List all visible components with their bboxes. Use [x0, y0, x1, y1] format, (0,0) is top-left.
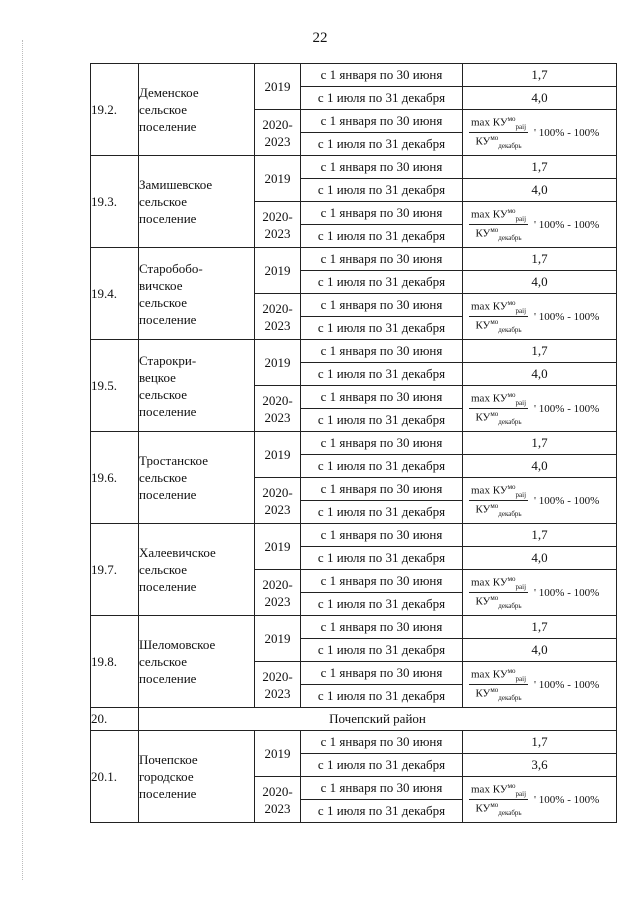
year-cell	[255, 777, 301, 823]
settlement-name-line: Деменское	[139, 85, 199, 100]
year-line: 2023	[264, 501, 291, 517]
period-cell: с 1 января по 30 июня	[301, 110, 463, 133]
formula-max: max	[471, 783, 490, 796]
period-cell: с 1 января по 30 июня	[301, 432, 463, 455]
formula-denominator	[473, 501, 523, 518]
formula-numerator	[469, 299, 528, 317]
table-row	[91, 524, 617, 547]
period-cell: с 1 января по 30 июня	[301, 294, 463, 317]
value-cell: 4,0	[463, 179, 617, 202]
period-cell: с 1 июля по 31 декабря	[301, 179, 463, 202]
formula-ku: КУ	[492, 576, 508, 589]
period-cell: с 1 июля по 31 декабря	[301, 455, 463, 478]
formula-sup: мо	[490, 134, 499, 142]
formula-ku: КУ	[492, 783, 508, 796]
year-cell	[255, 202, 301, 248]
formula-denominator	[473, 800, 523, 817]
year-line: 2020-	[262, 208, 293, 224]
table-row	[91, 156, 617, 179]
settlement-name	[139, 248, 255, 340]
formula-sup: мо	[490, 318, 499, 326]
formula-fraction	[469, 391, 528, 426]
year-cell	[255, 294, 301, 340]
tariff-table	[90, 63, 617, 823]
row-number: 20.1.	[91, 731, 139, 823]
settlement-name-line: Старобобо-	[139, 260, 203, 276]
year-cell: 2019	[255, 64, 301, 110]
formula-numerator	[469, 483, 528, 501]
period-cell: с 1 июля по 31 декабря	[301, 593, 463, 616]
formula-cell	[463, 294, 617, 340]
settlement-name-line: поселение	[139, 579, 197, 594]
settlement-name-line: поселение	[139, 487, 197, 502]
period-cell: с 1 января по 30 июня	[301, 777, 463, 800]
settlement-name-line: сельское	[139, 102, 187, 117]
year-cell: 2019	[255, 340, 301, 386]
formula-max: max	[471, 484, 490, 497]
value-cell: 4,0	[463, 271, 617, 294]
formula-numerator	[469, 782, 528, 800]
year-line: 2023	[264, 593, 291, 609]
row-number: 19.6.	[91, 432, 139, 524]
settlement-name-line: сельское	[139, 386, 187, 402]
year-cell	[255, 110, 301, 156]
period-cell: с 1 июля по 31 декабря	[301, 317, 463, 340]
year-cell	[255, 386, 301, 432]
year-line: 2020-	[262, 576, 293, 592]
value-cell: 4,0	[463, 639, 617, 662]
period-cell: с 1 января по 30 июня	[301, 570, 463, 593]
formula	[463, 667, 616, 702]
formula-cell	[463, 777, 617, 823]
period-cell: с 1 января по 30 июня	[301, 616, 463, 639]
formula-sub: раij	[515, 307, 527, 315]
year-line: 2020-	[262, 116, 293, 132]
period-cell: с 1 июля по 31 декабря	[301, 800, 463, 823]
formula-sub: раij	[515, 215, 527, 223]
period-cell: с 1 января по 30 июня	[301, 64, 463, 87]
formula-sup: мо	[490, 226, 499, 234]
settlement-name	[139, 156, 255, 248]
formula-ku: КУ	[475, 135, 491, 148]
year-cell: 2019	[255, 524, 301, 570]
formula-sub: декабрь	[498, 509, 522, 518]
settlement-name-line: городское	[139, 769, 194, 784]
value-cell: 4,0	[463, 87, 617, 110]
formula	[463, 483, 616, 518]
year-cell: 2019	[255, 156, 301, 202]
row-number: 20.	[91, 708, 139, 731]
formula-ku: КУ	[475, 503, 491, 516]
formula-sub: раij	[515, 790, 527, 798]
formula-sup: мо	[507, 299, 516, 308]
table-row	[91, 340, 617, 363]
value-cell: 1,7	[463, 156, 617, 179]
formula-max: max	[471, 116, 490, 129]
formula-fraction	[469, 299, 528, 334]
period-cell: с 1 января по 30 июня	[301, 156, 463, 179]
formula-sup: мо	[507, 782, 516, 791]
value-cell: 4,0	[463, 455, 617, 478]
value-cell: 1,7	[463, 64, 617, 87]
settlement-name-line: сельское	[139, 294, 187, 310]
year-cell	[255, 570, 301, 616]
table-row	[91, 708, 617, 731]
value-cell: 4,0	[463, 547, 617, 570]
value-cell: 4,0	[463, 363, 617, 386]
formula-ku: КУ	[492, 392, 508, 405]
settlement-name	[139, 524, 255, 616]
formula-sub: декабрь	[498, 325, 522, 334]
formula-sup: мо	[490, 502, 499, 510]
value-cell: 1,7	[463, 731, 617, 754]
year-line: 2023	[264, 225, 291, 241]
settlement-name-line: вичское	[139, 277, 183, 293]
row-number: 19.2.	[91, 64, 139, 156]
settlement-name	[139, 340, 255, 432]
settlement-name	[139, 616, 255, 708]
formula-ku: КУ	[475, 595, 491, 608]
formula-numerator	[469, 207, 528, 225]
year-line: 2020-	[262, 484, 293, 500]
formula-tail: ' 100% - 100%	[534, 218, 600, 231]
settlement-name	[139, 64, 255, 156]
formula-denominator	[473, 317, 523, 334]
value-cell: 1,7	[463, 248, 617, 271]
formula-sub: декабрь	[498, 601, 522, 610]
row-number: 19.3.	[91, 156, 139, 248]
settlement-name-line: сельское	[139, 654, 187, 669]
formula	[463, 391, 616, 426]
formula-denominator	[473, 409, 523, 426]
period-cell: с 1 января по 30 июня	[301, 662, 463, 685]
period-cell: с 1 июля по 31 декабря	[301, 271, 463, 294]
year-line: 2020-	[262, 392, 293, 408]
formula-tail: ' 100% - 100%	[534, 402, 600, 415]
formula-ku: КУ	[475, 411, 491, 424]
period-cell: с 1 июля по 31 декабря	[301, 409, 463, 432]
formula	[463, 575, 616, 610]
period-cell: с 1 июля по 31 декабря	[301, 133, 463, 156]
settlement-name-line: Почепское	[139, 752, 198, 767]
formula	[463, 115, 616, 150]
row-number: 19.5.	[91, 340, 139, 432]
year-cell: 2019	[255, 432, 301, 478]
year-cell	[255, 662, 301, 708]
formula-sup: мо	[490, 801, 499, 809]
period-cell: с 1 июля по 31 декабря	[301, 547, 463, 570]
year-line: 2023	[264, 409, 291, 425]
settlement-name-line: Шеломовское	[139, 637, 216, 652]
formula	[463, 299, 616, 334]
formula-fraction	[469, 575, 528, 610]
formula-cell	[463, 110, 617, 156]
formula-max: max	[471, 576, 490, 589]
year-cell: 2019	[255, 248, 301, 294]
formula-sub: декабрь	[498, 417, 522, 426]
period-cell: с 1 января по 30 июня	[301, 386, 463, 409]
formula-cell	[463, 386, 617, 432]
formula-numerator	[469, 115, 528, 133]
formula-cell	[463, 570, 617, 616]
value-cell: 3,6	[463, 754, 617, 777]
formula	[463, 207, 616, 242]
formula	[463, 782, 616, 817]
period-cell: с 1 июля по 31 декабря	[301, 754, 463, 777]
year-line: 2020-	[262, 300, 293, 316]
row-number: 19.7.	[91, 524, 139, 616]
settlement-name-line: Старокри-	[139, 352, 197, 368]
formula-tail: ' 100% - 100%	[534, 310, 600, 323]
formula-fraction	[469, 667, 528, 702]
year-line: 2023	[264, 800, 291, 816]
formula-max: max	[471, 208, 490, 221]
formula-max: max	[471, 392, 490, 405]
formula-sub: декабрь	[498, 233, 522, 242]
settlement-name-line: сельское	[139, 470, 187, 485]
formula-sup: мо	[507, 483, 516, 492]
formula-cell	[463, 662, 617, 708]
formula-max: max	[471, 300, 490, 313]
formula-ku: КУ	[492, 208, 508, 221]
formula-fraction	[469, 483, 528, 518]
formula-fraction	[469, 207, 528, 242]
formula-denominator	[473, 133, 523, 150]
year-line: 2023	[264, 133, 291, 149]
formula-sup: мо	[490, 594, 499, 602]
formula-max: max	[471, 668, 490, 681]
formula-fraction	[469, 782, 528, 817]
formula-sup: мо	[507, 667, 516, 676]
settlement-name-line: вецкое	[139, 369, 176, 385]
period-cell: с 1 января по 30 июня	[301, 202, 463, 225]
period-cell: с 1 июля по 31 декабря	[301, 501, 463, 524]
formula-sub: раij	[515, 123, 527, 131]
table-row	[91, 64, 617, 87]
table-row	[91, 432, 617, 455]
formula-tail: ' 100% - 100%	[534, 494, 600, 507]
formula-ku: КУ	[492, 668, 508, 681]
formula-sup: мо	[507, 207, 516, 216]
formula-sup: мо	[507, 575, 516, 584]
formula-sup: мо	[490, 686, 499, 694]
settlement-name	[139, 432, 255, 524]
period-cell: с 1 января по 30 июня	[301, 731, 463, 754]
formula-sub: раij	[515, 491, 527, 499]
formula-sup: мо	[507, 115, 516, 124]
year-line: 2020-	[262, 783, 293, 799]
formula-numerator	[469, 667, 528, 685]
table-row	[91, 731, 617, 754]
formula-sub: декабрь	[498, 693, 522, 702]
settlement-name	[139, 731, 255, 823]
row-number: 19.8.	[91, 616, 139, 708]
settlement-name-line: поселение	[139, 403, 197, 419]
period-cell: с 1 июля по 31 декабря	[301, 87, 463, 110]
value-cell: 1,7	[463, 432, 617, 455]
settlement-name-line: поселение	[139, 119, 197, 134]
formula-sub: декабрь	[498, 141, 522, 150]
value-cell: 1,7	[463, 340, 617, 363]
formula-ku: КУ	[492, 484, 508, 497]
settlement-name-line: поселение	[139, 786, 197, 801]
period-cell: с 1 июля по 31 декабря	[301, 225, 463, 248]
formula-cell	[463, 478, 617, 524]
settlement-name-line: сельское	[139, 562, 187, 577]
formula-cell	[463, 202, 617, 248]
formula-tail: ' 100% - 100%	[534, 793, 600, 806]
formula-tail: ' 100% - 100%	[534, 126, 600, 139]
formula-sup: мо	[507, 391, 516, 400]
settlement-name-line: поселение	[139, 311, 197, 327]
table-row	[91, 248, 617, 271]
table-row	[91, 616, 617, 639]
value-cell: 1,7	[463, 524, 617, 547]
formula-denominator	[473, 685, 523, 702]
formula-tail: ' 100% - 100%	[534, 586, 600, 599]
formula-ku: КУ	[492, 300, 508, 313]
settlement-name-line: сельское	[139, 194, 187, 209]
period-cell: с 1 января по 30 июня	[301, 478, 463, 501]
formula-ku: КУ	[475, 687, 491, 700]
value-cell: 1,7	[463, 616, 617, 639]
row-number: 19.4.	[91, 248, 139, 340]
settlement-name-line: Халеевичское	[139, 545, 216, 560]
settlement-name-line: поселение	[139, 211, 197, 226]
formula-sup: мо	[490, 410, 499, 418]
year-cell: 2019	[255, 616, 301, 662]
formula-numerator	[469, 575, 528, 593]
formula-denominator	[473, 225, 523, 242]
formula-ku: КУ	[492, 116, 508, 129]
year-cell: 2019	[255, 731, 301, 777]
formula-sub: раij	[515, 399, 527, 407]
formula-sub: раij	[515, 583, 527, 591]
settlement-name-line: поселение	[139, 671, 197, 686]
formula-denominator	[473, 593, 523, 610]
period-cell: с 1 января по 30 июня	[301, 524, 463, 547]
settlement-name-line: Тростанское	[139, 453, 208, 468]
period-cell: с 1 июля по 31 декабря	[301, 639, 463, 662]
formula-numerator	[469, 391, 528, 409]
formula-tail: ' 100% - 100%	[534, 678, 600, 691]
period-cell: с 1 июля по 31 декабря	[301, 363, 463, 386]
district-name: Почепский район	[139, 708, 617, 731]
formula-sub: декабрь	[498, 808, 522, 817]
page-number: 22	[312, 30, 328, 46]
year-line: 2023	[264, 317, 291, 333]
formula-ku: КУ	[475, 319, 491, 332]
period-cell: с 1 июля по 31 декабря	[301, 685, 463, 708]
year-line: 2023	[264, 685, 291, 701]
formula-ku: КУ	[475, 227, 491, 240]
year-cell	[255, 478, 301, 524]
settlement-name-line: Замишевское	[139, 177, 213, 192]
period-cell: с 1 января по 30 июня	[301, 340, 463, 363]
formula-sub: раij	[515, 675, 527, 683]
year-line: 2020-	[262, 668, 293, 684]
formula-fraction	[469, 115, 528, 150]
period-cell: с 1 января по 30 июня	[301, 248, 463, 271]
binding-margin-dots	[22, 40, 24, 880]
formula-ku: КУ	[475, 802, 491, 815]
